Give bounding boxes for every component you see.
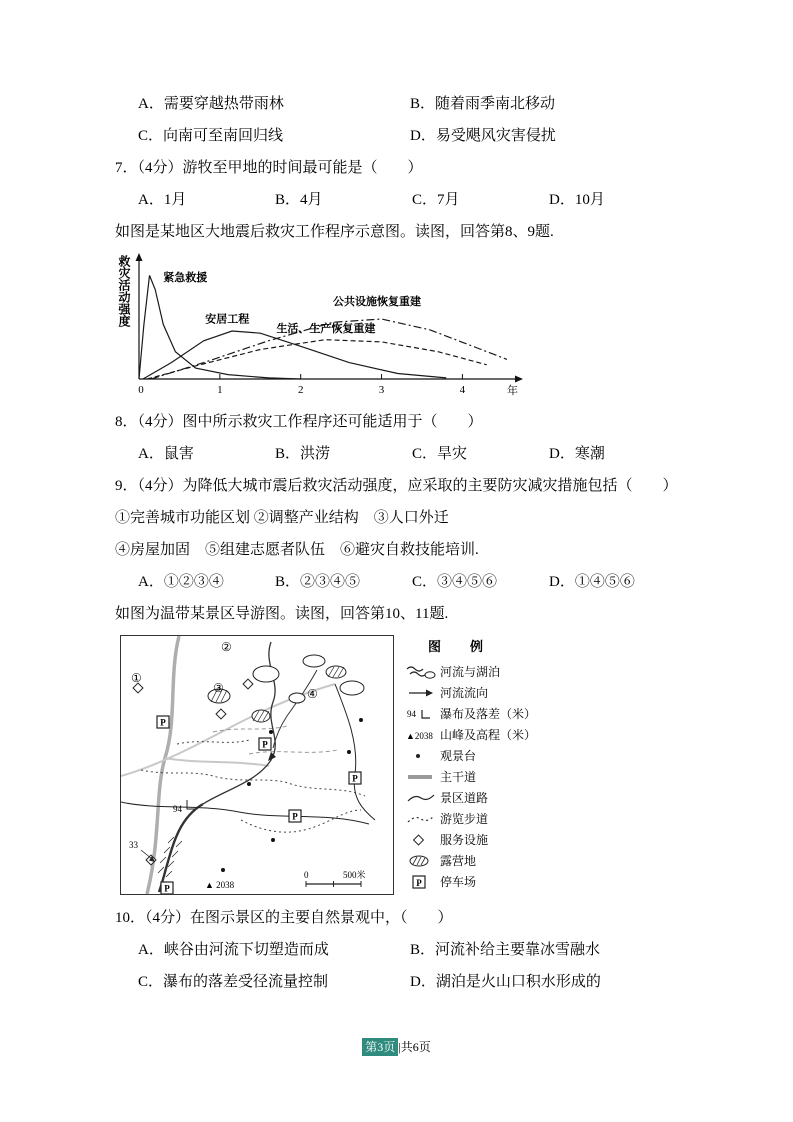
parking-letter: P	[160, 717, 166, 728]
legend-label: 露营地	[440, 853, 477, 868]
legend-item-flow-arrow	[406, 682, 536, 703]
chart-y-axis-label: 救灾活动强度	[117, 255, 131, 327]
legend-label: 服务设施	[440, 832, 489, 847]
legend-label: 停车场	[440, 874, 477, 889]
svg-text:94: 94	[407, 708, 416, 719]
legend-item-viewpoint	[406, 745, 536, 766]
viewpoint-marker	[221, 868, 225, 872]
scale-end-label: 500米	[343, 870, 366, 880]
option-b: B．河流补给主要靠冰雪融水	[410, 942, 601, 958]
x-axis-unit: 年	[507, 385, 518, 397]
option-c: C．③④⑤⑥	[412, 574, 498, 590]
scenic-road-icon	[406, 790, 440, 806]
option-a: A．峡谷由河流下切塑造而成	[138, 942, 329, 958]
series-line-3	[147, 340, 487, 379]
legend-label: 观景台	[440, 748, 477, 763]
parking-letter: P	[352, 773, 358, 784]
trail-icon	[406, 811, 440, 827]
q9-items-line2: ④房屋加固 ⑤组建志愿者队伍 ⑥避灾自救技能培训.	[115, 542, 479, 558]
viewpoint-marker	[271, 838, 275, 842]
waterfall-icon	[406, 706, 440, 722]
exam-content	[115, 93, 681, 1003]
flow-arrow-icon	[406, 685, 440, 701]
legend-label: 瀑布及落差（米）	[440, 706, 537, 721]
option-b: B．随着雨季南北移动	[410, 96, 556, 112]
river-lake-icon	[406, 664, 440, 680]
chart-canvas	[131, 253, 523, 403]
footer-page-total: 共6页	[400, 1040, 431, 1054]
page-footer	[0, 1038, 793, 1055]
peak-elevation-label: ▲ 2038	[205, 880, 235, 890]
legend-title: 图 例	[428, 639, 492, 654]
legend-item-peak	[406, 724, 536, 745]
viewpoint-marker	[247, 782, 251, 786]
q7-stem: 7．（4分）游牧至甲地的时间最可能是（ ）	[115, 160, 423, 176]
option-d: D．易受飓风灾害侵扰	[410, 128, 556, 144]
legend-item-campsite	[406, 850, 536, 871]
option-c: C．向南可至南回归线	[138, 128, 284, 144]
campsite-icon	[406, 853, 440, 869]
footer-separator: |	[398, 1040, 401, 1054]
q9-items-line1: ①完善城市功能区划 ②调整产业结构 ③人口外迁	[115, 510, 449, 526]
scale-zero-label: 0	[304, 870, 309, 880]
parking-letter: P	[164, 883, 170, 894]
footer-page-current: 第3页	[362, 1038, 398, 1056]
scenic-area-map	[120, 635, 681, 895]
legend-item-service	[406, 829, 536, 850]
legend-label: 游览步道	[440, 811, 489, 826]
svg-text:▲2038: ▲2038	[406, 730, 433, 741]
svg-text:P: P	[416, 877, 422, 888]
option-d: D．①④⑤⑥	[549, 574, 635, 590]
waterfall-drop-33: 33	[129, 840, 138, 850]
series-label: 生活、生产恢复重建	[276, 323, 376, 336]
q10-stem: 10．（4分）在图示景区的主要自然景观中，（ ）	[115, 910, 453, 926]
parking-letter: P	[292, 811, 298, 822]
map-marker-4: ④	[307, 687, 318, 701]
option-d: D．寒潮	[549, 446, 605, 462]
disaster-relief-chart	[117, 253, 681, 403]
main-road-icon	[406, 769, 440, 785]
q9-options	[115, 571, 681, 593]
flow-arrow-marker	[268, 752, 276, 761]
chart-intro: 如图是某地区大地震后救灾工作程序示意图。读图，回答第8、9题.	[115, 224, 554, 240]
viewpoint-marker	[347, 750, 351, 754]
series-label: 公共设施恢复重建	[333, 295, 422, 308]
q8-stem: 8．（4分）图中所示救灾工作程序还可能适用于（ ）	[115, 414, 483, 430]
legend-item-waterfall	[406, 703, 536, 724]
viewpoint-marker	[269, 730, 273, 734]
legend-label: 河流流向	[440, 685, 489, 700]
option-b: B．②③④⑤	[275, 574, 361, 590]
q7-options	[115, 189, 681, 211]
legend-label: 主干道	[440, 769, 477, 784]
option-a: A．鼠害	[138, 446, 194, 462]
q10-options-row2	[115, 971, 681, 993]
q6-options-row2	[115, 125, 681, 147]
q10-options-row1	[115, 939, 681, 961]
legend-label: 景区道路	[440, 790, 489, 805]
option-d: D．10月	[549, 192, 605, 208]
option-b: B．4月	[275, 192, 323, 208]
series-label: 紧急救援	[163, 271, 208, 284]
parking-letter: P	[262, 739, 268, 750]
service-marker	[243, 679, 253, 689]
service-marker	[216, 709, 226, 719]
x-tick-label: 2	[297, 384, 304, 396]
legend-item-main-road	[406, 766, 536, 787]
option-a: A．需要穿越热带雨林	[138, 96, 284, 112]
option-a: A．①②③④	[138, 574, 224, 590]
map-marker-2: ②	[221, 640, 232, 654]
legend-label: 山峰及高程（米）	[440, 727, 537, 742]
x-tick-label: 1	[217, 384, 223, 396]
viewpoint-icon	[406, 748, 440, 764]
waterfall-drop-94: 94	[173, 804, 182, 814]
series-line-1	[143, 331, 446, 379]
q9-stem: 9．（4分）为降低大城市震后救灾活动强度，应采取的主要防灾减灾措施包括（ ）	[115, 478, 678, 494]
map-canvas	[120, 635, 394, 895]
map-intro: 如图为温带某景区导游图。读图，回答第10、11题.	[115, 606, 449, 622]
option-a: A．1月	[138, 192, 187, 208]
legend-item-scenic-road	[406, 787, 536, 808]
q6-options-row1	[115, 93, 681, 115]
viewpoint-marker	[359, 718, 363, 722]
x-tick-label: 3	[378, 384, 385, 396]
x-tick-label: 4	[459, 384, 466, 396]
option-c: C．瀑布的落差受径流量控制	[138, 974, 329, 990]
option-c: C．旱灾	[412, 446, 468, 462]
peak-icon	[406, 727, 440, 743]
map-marker-1: ①	[131, 671, 142, 685]
q8-options	[115, 443, 681, 465]
option-c: C．7月	[412, 192, 460, 208]
map-marker-3: ③	[213, 681, 224, 695]
legend-list	[406, 661, 536, 892]
legend-item-trail	[406, 808, 536, 829]
x-tick-label: 0	[138, 384, 144, 396]
legend-label: 河流与湖泊	[440, 664, 501, 679]
service-icon	[406, 832, 440, 848]
map-legend	[406, 635, 536, 892]
legend-item-river-lake	[406, 661, 536, 682]
option-b: B．洪涝	[275, 446, 331, 462]
series-label: 安居工程	[205, 313, 250, 326]
option-d: D．湖泊是火山口积水形成的	[410, 974, 601, 990]
parking-icon	[406, 874, 440, 890]
legend-item-parking	[406, 871, 536, 892]
